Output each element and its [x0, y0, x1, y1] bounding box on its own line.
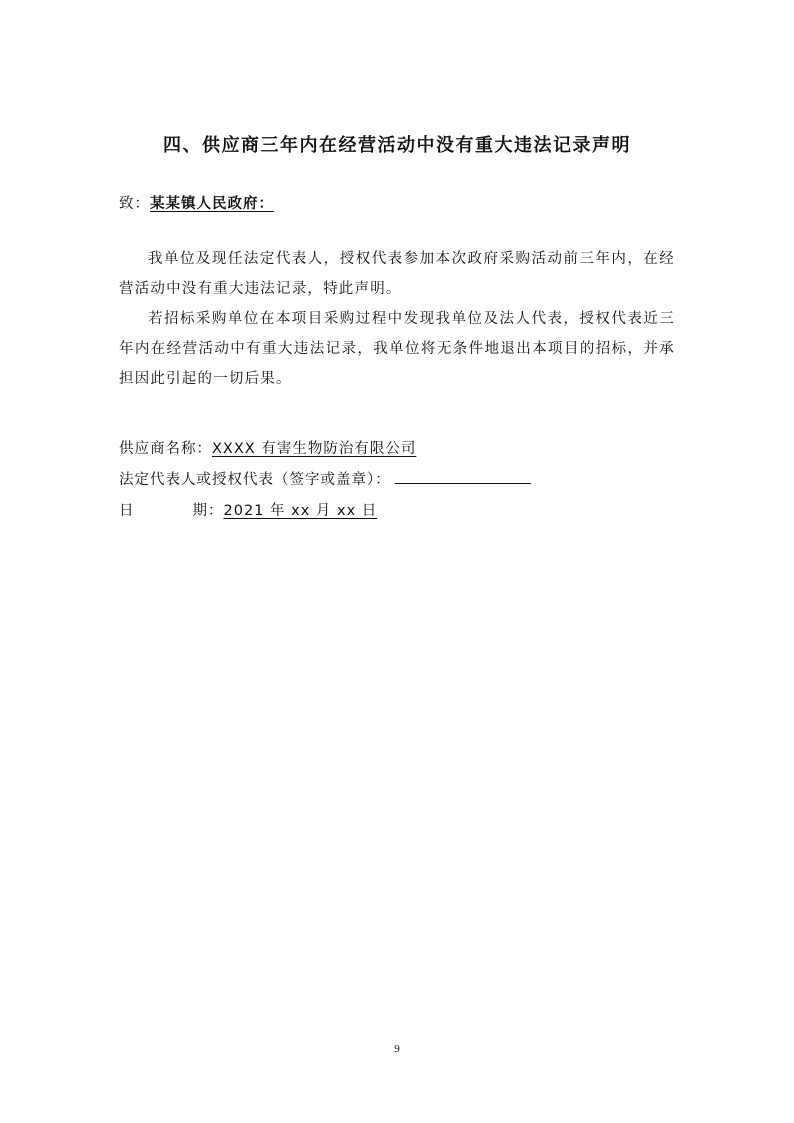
supplier-name-value: XXXX 有害生物防治有限公司	[212, 441, 417, 457]
signature-blank-line	[395, 469, 531, 484]
date-line	[119, 496, 531, 527]
supplier-name-label: 供应商名称：	[119, 441, 212, 457]
addressee-prefix: 致：	[119, 196, 150, 212]
signature-block	[119, 434, 531, 527]
document-title: 四、供应商三年内在经营活动中没有重大违法记录声明	[163, 135, 631, 156]
representative-line	[119, 465, 531, 496]
declaration-paragraph-2: 若招标采购单位在本项目采购过程中发现我单位及法人代表，授权代表近三年内在经营活动中有重大违法记录，我单位将无条件地退出本项目的招标，并承担因此引起的一切后果。	[119, 311, 675, 387]
date-label-first-char: 日	[119, 503, 135, 519]
page-number: 9	[394, 1043, 400, 1055]
addressee-line	[119, 192, 274, 213]
supplier-name-line	[119, 434, 531, 465]
date-value: 2021 年 xx 月 xx 日	[223, 503, 378, 519]
date-label-second-char: 期：	[192, 503, 224, 519]
representative-label: 法定代表人或授权代表（签字或盖章）：	[119, 472, 391, 488]
addressee-recipient: 某某镇人民政府：	[150, 196, 274, 212]
declaration-paragraph-1: 我单位及现任法定代表人，授权代表参加本次政府采购活动前三年内，在经营活动中没有重大违法记录，特此声明。	[119, 251, 675, 297]
declaration-body	[119, 244, 675, 394]
